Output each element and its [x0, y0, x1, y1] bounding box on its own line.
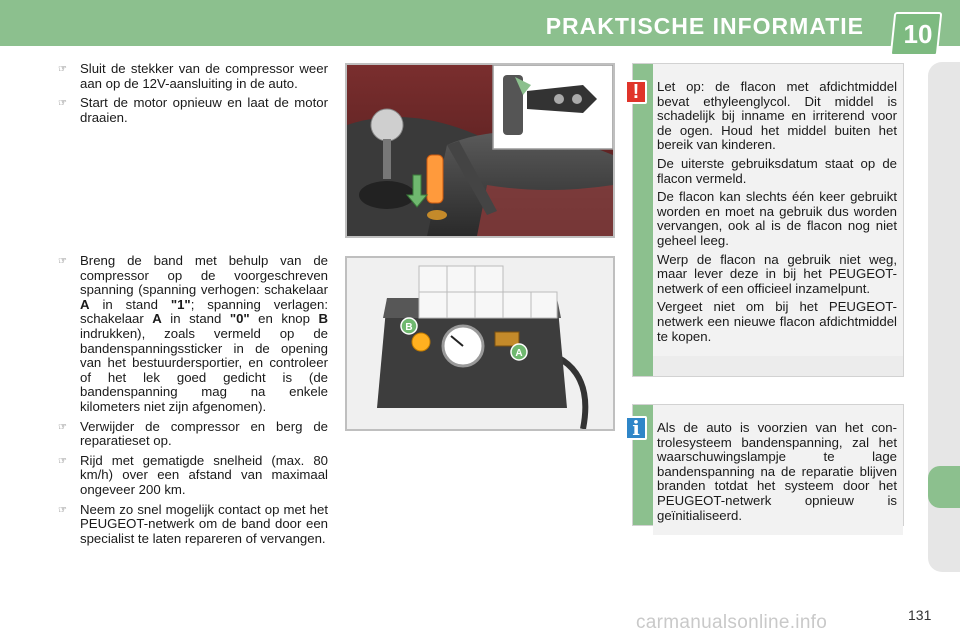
warning-paragraph: Vergeet niet om bij het PEUGEOT-netwerk een nieuwe flacon afdichtmiddel te kopen. [657, 299, 897, 344]
warning-paragraph: De uiterste gebruiksdatum staat op de flacon vermeld. [657, 155, 897, 186]
compressor-illustration [347, 258, 613, 429]
list-item-text: Start de motor opnieuw en laat de motor draaien. [80, 95, 328, 125]
finger-pointer-icon: ☞ [58, 98, 67, 110]
list-item [58, 62, 328, 91]
list-item [58, 503, 328, 547]
page-number: 131 [908, 607, 932, 623]
side-nav-active-tab[interactable] [928, 466, 960, 508]
list-item-text: Sluit de stekker van de compressor weer aan op de 12V-aansluiting in de auto. [80, 61, 328, 91]
warning-note [632, 63, 904, 377]
list-item-text: Rijd met gematigde snelheid (max. 80 km/h) over een afstand van maximaal ongeveer 200 km. [80, 452, 328, 497]
page-title: PRAKTISCHE INFORMATIE [545, 13, 864, 39]
finger-pointer-icon: ☞ [58, 64, 67, 75]
finger-pointer-icon: ☞ [58, 455, 67, 467]
info-paragraph: Als de auto is voorzien van het controlesysteem bandenspanning, zal het waarschuwingslampje te lage bandenspanning na de reparatie blijven branden totdat het systeem door het PEUGEOT-netwerk opnieuw is geïnitialiseerd. [657, 420, 897, 523]
car-interior-illustration [347, 65, 613, 236]
warning-paragraph: Let op: de flacon met afdichtmiddel bevat ethyleenglycol. Dit middel is schadelijk bij inname en irriterend voor de ogen. Houd het middel buiten het bereik van kinderen. [657, 79, 897, 153]
list-item [58, 420, 328, 449]
warning-paragraph: De flacon kan slechts één keer gebruikt worden en moet na gebruik dus worden vervangen, ook al is de flacon nog niet geheel leeg. [657, 189, 897, 248]
steps-bottom-list [58, 254, 328, 551]
list-item [58, 96, 328, 125]
list-item [58, 254, 328, 415]
list-item-text: Verwijder de compressor en berg de reparatieset op. [80, 418, 328, 449]
watermark: carmanualsonline.info [636, 612, 828, 633]
label-b: B [405, 322, 413, 333]
list-item-text: Breng de band met behulp van de compressor op de voorgeschreven spanning (spanning verhogen: schakelaar A in stand "1"; spanning verlagen: schakelaar A in stand "0" en knop B indrukken), zoals vermeld op de bandenspanningssticker in de opening van het bestuurdersportier, en controleer of het lek goed gedicht is (de bandenspanning mag na enkele kilometers niet zijn afgenomen). [80, 253, 328, 414]
finger-pointer-icon: ☞ [58, 421, 67, 433]
label-a: A [515, 348, 523, 359]
figure-12v-socket [345, 63, 615, 238]
finger-pointer-icon: ☞ [58, 504, 67, 516]
list-item-text: Neem zo snel mogelijk contact op met het PEUGEOT-netwerk om de band door een specialist te laten repareren of vervangen. [80, 501, 328, 546]
info-note-body [653, 405, 903, 535]
chapter-number: 10 [903, 19, 933, 49]
exclamation-icon: ! [625, 80, 647, 104]
warning-note-body [653, 64, 903, 356]
warning-paragraph: Werp de flacon na gebruik niet weg, maar lever deze in bij het PEUGEOT-netwerk of een officieel inzamelpunt. [657, 251, 897, 296]
steps-top-list [58, 62, 328, 130]
finger-pointer-icon: ☞ [58, 256, 67, 267]
list-item [58, 454, 328, 498]
note-stripe [633, 64, 653, 376]
figure-compressor [345, 256, 615, 431]
info-icon: i [625, 416, 647, 440]
info-note [632, 404, 904, 526]
